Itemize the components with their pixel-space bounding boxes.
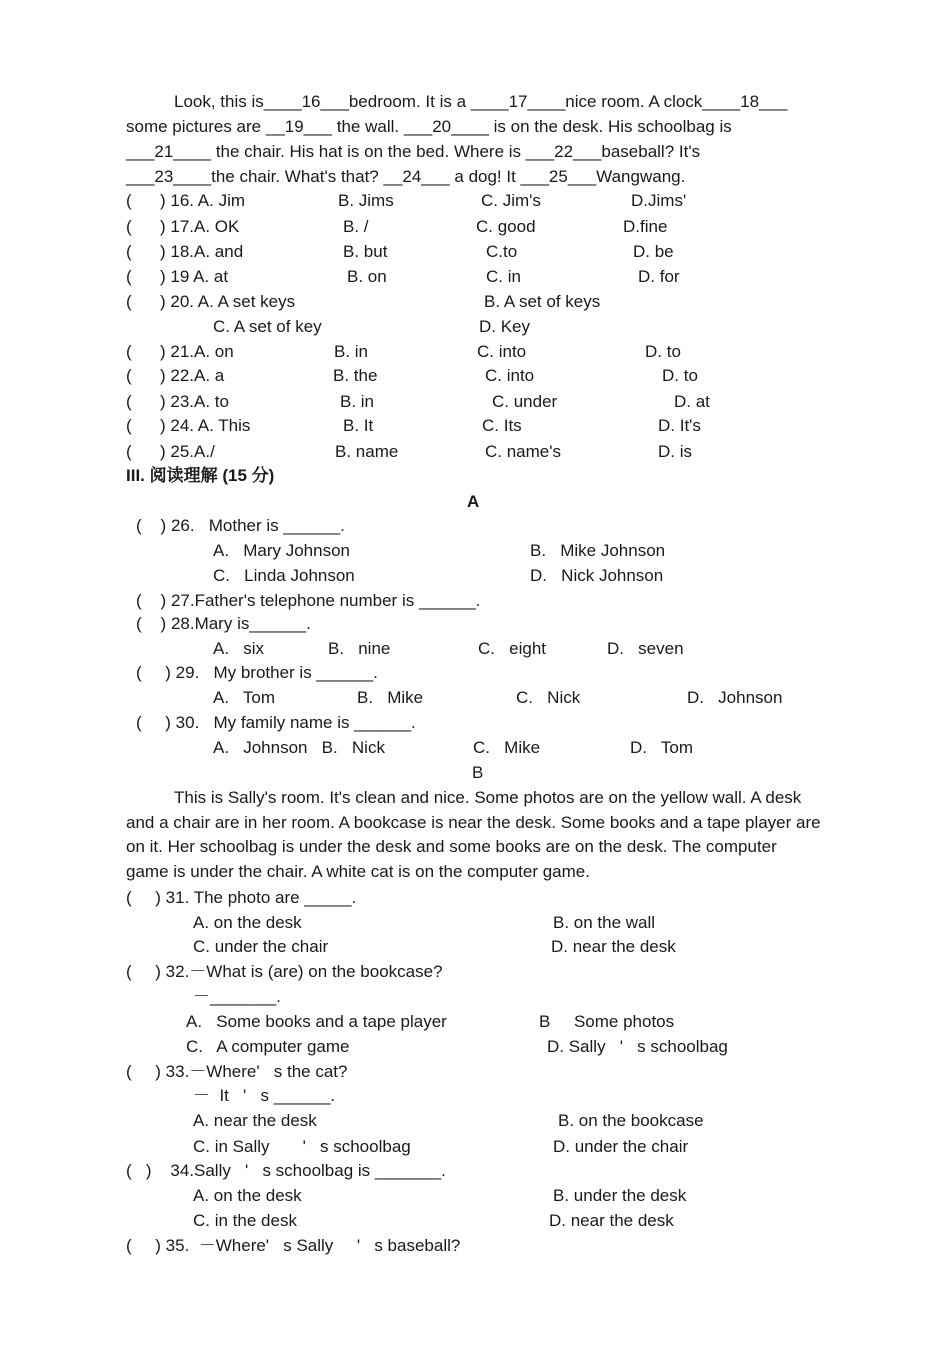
option-33-a: A. near the desk	[193, 1111, 317, 1130]
part-b-heading: B	[472, 763, 484, 782]
question-31: ( ) 31. The photo are _____.	[126, 888, 357, 907]
option-33-c: C. in Sally ' s schoolbag	[193, 1137, 411, 1156]
option-20-b: B. A set of keys	[484, 292, 601, 311]
option-33-b: B. on the bookcase	[558, 1111, 704, 1130]
option-20-c: C. A set of key	[213, 317, 322, 336]
option-17-c: C. good	[476, 217, 536, 236]
option-31-d: D. near the desk	[551, 937, 676, 956]
question-30: ( ) 30. My family name is ______.	[136, 713, 416, 732]
option-34-d: D. near the desk	[549, 1211, 674, 1230]
option-30-ab: A. Johnson B. Nick	[213, 738, 385, 757]
passage-b-line-3: on it. Her schoolbag is under the desk and some books are on the desk. The computer	[126, 837, 777, 856]
option-30-d: D. Tom	[630, 738, 693, 757]
passage-b-line-4: game is under the chair. A white cat is on the computer game.	[126, 862, 590, 881]
option-29-d: D. Johnson	[687, 688, 783, 707]
option-20-d: D. Key	[479, 317, 531, 336]
option-26-d: D. Nick Johnson	[530, 566, 664, 585]
option-32-a: A. Some books and a tape player	[186, 1012, 447, 1031]
option-19-c: C. in	[486, 267, 521, 286]
option-18-c: C.to	[486, 242, 518, 261]
section-heading: III. 阅读理解 (15 分)	[126, 466, 275, 485]
option-31-b: B. on the wall	[553, 913, 656, 932]
option-21-d: D. to	[645, 342, 681, 361]
option-30-c: C. Mike	[473, 738, 541, 757]
question-23: ( ) 23.A. to	[126, 392, 229, 411]
option-32-d: D. Sally ' s schoolbag	[547, 1037, 728, 1056]
question-24: ( ) 24. A. This	[126, 416, 251, 435]
answer-32: －_______.	[193, 987, 281, 1006]
option-33-d: D. under the chair	[553, 1137, 689, 1156]
option-29-b: B. Mike	[357, 688, 424, 707]
question-19: ( ) 19 A. at	[126, 267, 229, 286]
option-24-b: B. It	[343, 416, 374, 435]
option-34-b: B. under the desk	[553, 1186, 687, 1205]
option-21-c: C. into	[477, 342, 527, 361]
option-29-c: C. Nick	[516, 688, 581, 707]
passage-line-3: ___21____ the chair. His hat is on the bed. Where is ___22___baseball? It's	[126, 142, 701, 161]
option-19-d: D. for	[638, 267, 680, 286]
passage-line-2: some pictures are __19___ the wall. ___20____ is on the desk. His schoolbag is	[126, 117, 732, 136]
option-19-b: B. on	[347, 267, 387, 286]
question-22: ( ) 22.A. a	[126, 366, 225, 385]
option-25-c: C. name's	[485, 442, 561, 461]
option-23-d: D. at	[674, 392, 710, 411]
question-27: ( ) 27.Father's telephone number is ______.	[136, 591, 481, 610]
passage-b-line-2: and a chair are in her room. A bookcase is near the desk. Some books and a tape player are	[126, 813, 821, 832]
option-28-b: B. nine	[328, 639, 391, 658]
question-20: ( ) 20. A. A set keys	[126, 292, 296, 311]
passage-line-1: Look, this is____16___bedroom. It is a ____17____nice room. A clock____18___	[174, 92, 788, 111]
option-31-c: C. under the chair	[193, 937, 329, 956]
option-18-d: D. be	[633, 242, 674, 261]
option-16-d: D.Jims'	[631, 191, 687, 210]
option-17-b: B. /	[343, 217, 369, 236]
option-31-a: A. on the desk	[193, 913, 302, 932]
question-18: ( ) 18.A. and	[126, 242, 244, 261]
option-28-c: C. eight	[478, 639, 547, 658]
question-17: ( ) 17.A. OK	[126, 217, 240, 236]
option-32-b: B Some photos	[539, 1012, 675, 1031]
option-28-d: D. seven	[607, 639, 684, 658]
option-22-d: D. to	[662, 366, 698, 385]
option-25-d: D. is	[658, 442, 692, 461]
option-29-a: A. Tom	[213, 688, 276, 707]
question-16: ( ) 16. A. Jim	[126, 191, 246, 210]
option-23-b: B. in	[340, 392, 375, 411]
option-22-b: B. the	[333, 366, 378, 385]
option-34-c: C. in the desk	[193, 1211, 297, 1230]
option-22-c: C. into	[485, 366, 535, 385]
option-24-c: C. Its	[482, 416, 522, 435]
question-29: ( ) 29. My brother is ______.	[136, 663, 378, 682]
passage-line-4: ___23____the chair. What's that? __24___ a dog! It ___25___Wangwang.	[126, 167, 686, 186]
option-16-b: B. Jims	[338, 191, 394, 210]
question-34: ( ) 34.Sally ' s schoolbag is _______.	[126, 1161, 446, 1180]
option-32-c: C. A computer game	[186, 1037, 350, 1056]
part-a-heading: A	[467, 492, 480, 511]
question-21: ( ) 21.A. on	[126, 342, 234, 361]
option-17-d: D.fine	[623, 217, 668, 236]
option-26-a: A. Mary Johnson	[213, 541, 351, 560]
question-32: ( ) 32.－What is (are) on the bookcase?	[126, 962, 443, 981]
option-26-c: C. Linda Johnson	[213, 566, 355, 585]
option-16-c: C. Jim's	[481, 191, 541, 210]
question-26: ( ) 26. Mother is ______.	[136, 516, 345, 535]
option-25-b: B. name	[335, 442, 399, 461]
option-28-a: A. six	[213, 639, 265, 658]
question-35: ( ) 35. －Where' s Sally ' s baseball?	[126, 1236, 461, 1255]
answer-33: － It ' s ______.	[193, 1086, 336, 1105]
option-24-d: D. It's	[658, 416, 701, 435]
option-18-b: B. but	[343, 242, 388, 261]
option-23-c: C. under	[492, 392, 558, 411]
question-25: ( ) 25.A./	[126, 442, 215, 461]
option-26-b: B. Mike Johnson	[530, 541, 666, 560]
question-33: ( ) 33.－Where' s the cat?	[126, 1062, 348, 1081]
question-28: ( ) 28.Mary is______.	[136, 614, 311, 633]
option-34-a: A. on the desk	[193, 1186, 302, 1205]
passage-b-line-1: This is Sally's room. It's clean and nice. Some photos are on the yellow wall. A desk	[174, 788, 802, 807]
option-21-b: B. in	[334, 342, 369, 361]
